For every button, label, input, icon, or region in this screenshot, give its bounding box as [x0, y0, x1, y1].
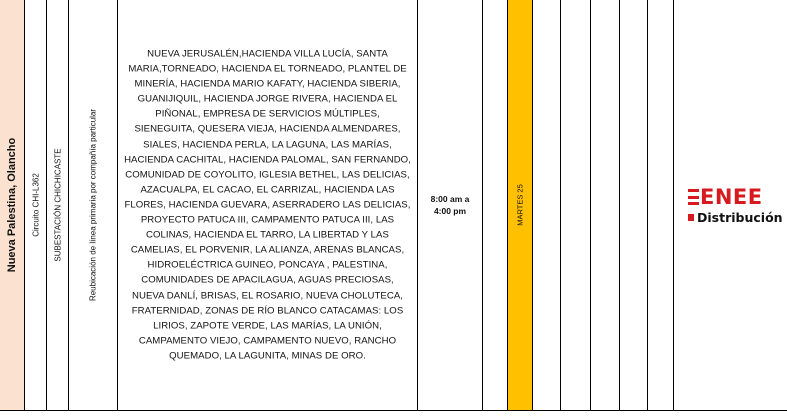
logo-cell — [673, 0, 787, 411]
logo-subtitle — [688, 210, 783, 225]
sectors-text: NUEVA JERUSALÉN,HACIENDA VILLA LUCÍA, SANTA MARIA,TORNEADO, HACIENDA EL TORNEADO, PLANTEL DE MINERÍA, HACIENDA MARIO KAFATY, HACIENDA SIBERIA, GUANIJIQUIL, HACIENDA JORGE RIVERA, HACIENDA EL PIÑONAL, EMPRESA DE SERVICIOS MÚLTIPLES, SIENEGUITA, QUESERA VIEJA, HACIENDA ALMENDARES, SIALES, HACIENDA PERLA, LA LAGUNA, LAS MARÍAS, HACIENDA CACHITAL, HACIENDA PALOMAL, SAN FERNANDO, COMUNIDAD DE COYOLITO, IGLESIA BETHEL, LAS DELICIAS, AZACUALPA, EL CACAO, EL CARRIZAL, HACIENDA LAS FLORES, HACIENDA GUEVARA, ASERRADERO LAS DELICIAS, PROYECTO PATUCA III, CAMPAMENTO PATUCA III, LAS COLINAS, HACIENDA EL TARRO, LA LIBERTAD Y LAS CAMELIAS, EL PORVENIR, LA ALIANZA, ARENAS BLANCAS, HIDROELÉCTRICA GUINEO, PONCAYA , PALESTINA, COMUNIDADES DE APACILAGUA, AGUAS PRECIOSAS, NUEVA DANLÍ, BRISAS, EL ROSARIO, NUEVA CHOLUTECA, FRATERNIDAD, ZONAS DE RÍO BLANCO CATACAMAS: LOS LIRIOS, ZAPOTE VERDE, LAS MARÍAS, LA UNIÓN, CAMPAMENTO VIEJO, CAMPAMENTO NUEVO, RANCHO QUEMADO, LA LAGUNITA, MINAS DE ORO. — [124, 48, 411, 362]
empty-cell — [560, 0, 590, 411]
logo-sub: Distribución — [697, 210, 783, 225]
substation-text: SUBESTACIÓN CHICHICASTE — [53, 148, 62, 262]
logo-wordmark — [688, 186, 763, 208]
logo-bars-icon — [688, 189, 699, 205]
empty-cell — [647, 0, 673, 411]
work-cell — [68, 0, 117, 411]
logo-word: ENEE — [700, 185, 763, 209]
empty-cell — [590, 0, 619, 411]
empty-cell — [619, 0, 647, 411]
empty-cell — [532, 0, 560, 411]
time-text — [418, 193, 482, 217]
substation-cell — [46, 0, 68, 411]
time-end: 4:00 pm — [433, 206, 467, 216]
circuit-text: Circuito CHI-L362 — [31, 173, 40, 237]
region-text: Nueva Palestina, Olancho — [6, 137, 18, 273]
time-cell — [417, 0, 482, 411]
enee-logo — [688, 185, 787, 230]
logo-square-icon — [688, 214, 694, 221]
work-text: Reubicación de línea primaria por compañía particular — [88, 108, 98, 302]
region-cell — [0, 0, 24, 411]
circuit-cell — [24, 0, 46, 411]
date-text: MARTES 25 — [515, 184, 525, 226]
date-cell — [507, 0, 532, 411]
time-start: 8:00 am a — [430, 194, 470, 204]
empty-cell — [482, 0, 507, 411]
sectors-cell — [117, 0, 417, 411]
